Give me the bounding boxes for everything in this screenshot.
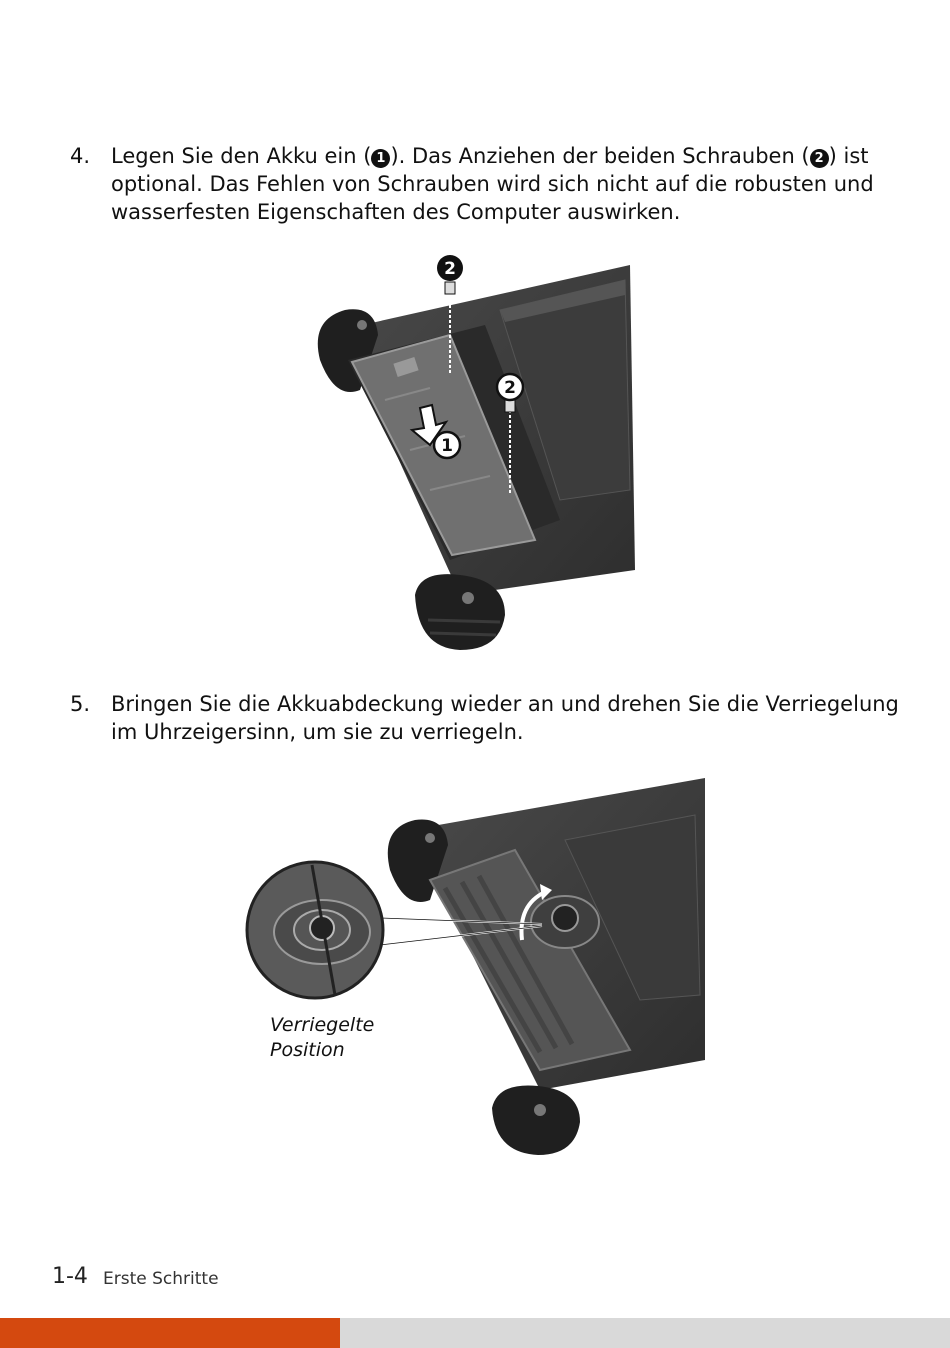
magnified-lock-inset — [247, 862, 383, 998]
lock-knob-image — [531, 896, 599, 948]
step-5 — [70, 690, 910, 746]
callout-label-1: 1 — [441, 436, 453, 456]
footer-grey-bar — [340, 1318, 950, 1348]
footer-accent-bar — [0, 1318, 340, 1348]
locked-position-label: Verriegelte Position — [270, 1014, 375, 1061]
callout-label-2: 2 — [504, 378, 516, 398]
step-4 — [70, 142, 910, 226]
callout-circle-2a — [437, 255, 463, 281]
step-text: Legen Sie den Akku ein ( 1 ). Das Anziehen der beiden Schrauben ( 2 ) ist optional. Das Fehlen von Schrauben wird sich nicht auf die robusten und wasserfesten Eigenschaften des Computer auswirken. — [111, 144, 874, 224]
callout-marker-1: 1 — [371, 149, 390, 168]
callout-marker-2: 2 — [810, 149, 829, 168]
callout-label-2: 2 — [444, 259, 456, 279]
step-text: Bringen Sie die Akkuabdeckung wieder an und drehen Sie die Verriegelung im Uhrzeigersinn, um sie zu verriegeln. — [111, 692, 899, 744]
chapter-title: Erste Schritte — [103, 1269, 219, 1289]
step-number: 5. — [70, 692, 91, 716]
page-number: 1-4 — [52, 1264, 88, 1289]
step-number: 4. — [70, 144, 91, 168]
callout-circle-2b — [497, 374, 523, 400]
battery-cover-lock-figure — [240, 770, 710, 1160]
bumper-bottom — [492, 1085, 580, 1155]
callout-circle-1 — [434, 432, 460, 458]
battery-insert-figure — [300, 250, 640, 660]
